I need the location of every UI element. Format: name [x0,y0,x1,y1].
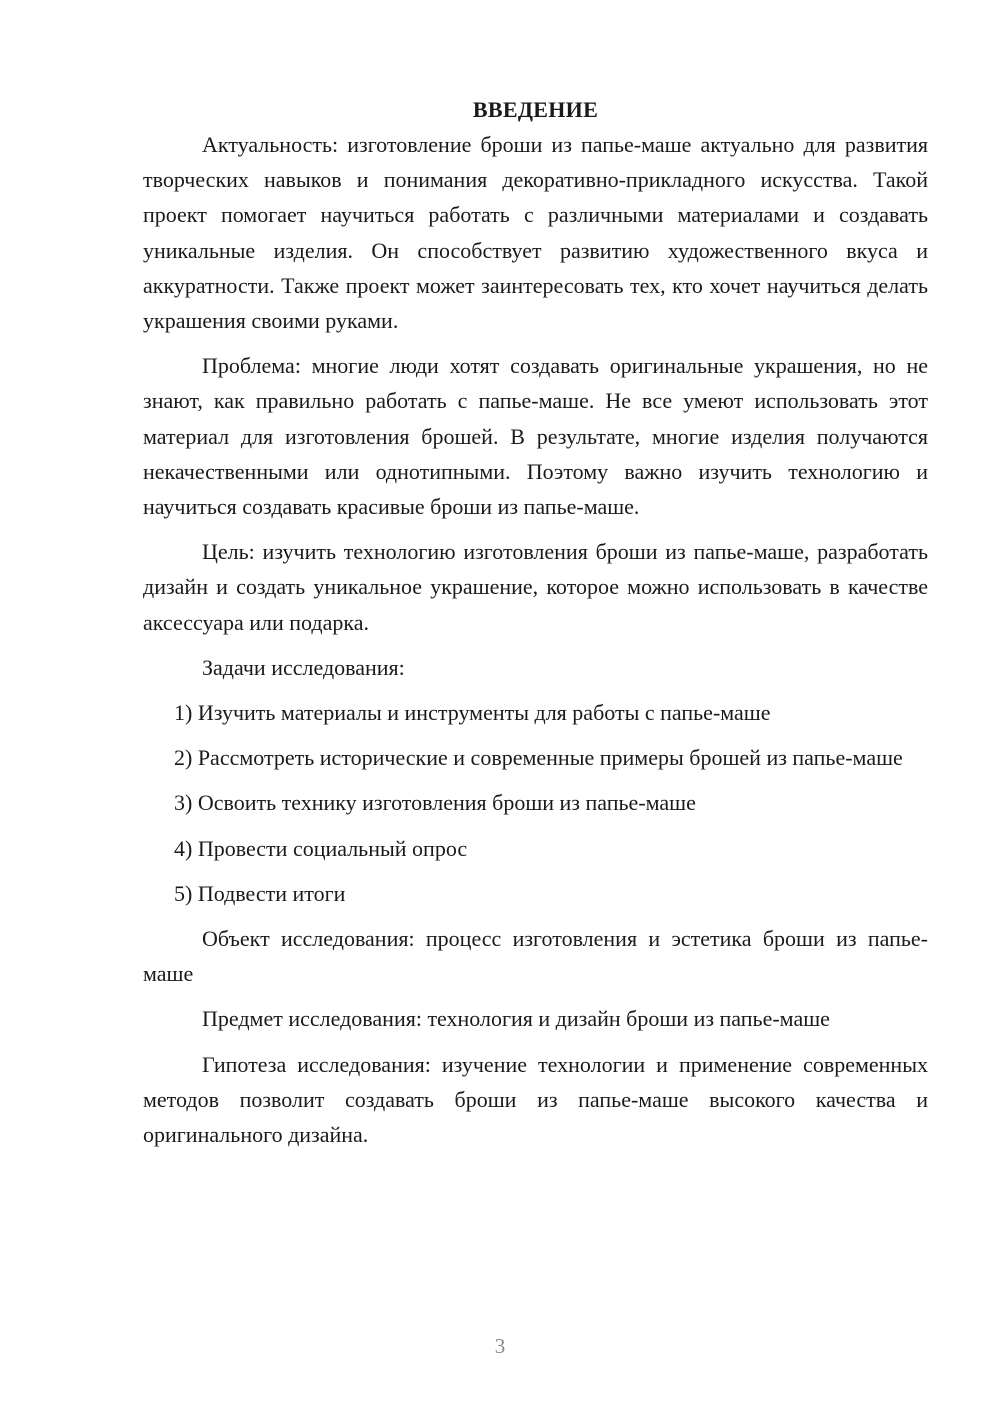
paragraph-goal: Цель: изучить технологию изготовления броши из папье-маше, разработать дизайн и создать уникальное украшение, которое можно использовать в качестве аксессуара или подарка. [143,539,928,635]
task-item-1: 1) Изучить материалы и инструменты для работы с папье-маше [174,700,771,726]
paragraph-problem: Проблема: многие люди хотят создавать оригинальные украшения, но не знают, как правильно работать с папье-маше. Не все умеют использовать этот материал для изготовления брошей. В результате, многие изделия получаются некачественными или однотипными. Поэтому важно изучить технологию и научиться создавать красивые броши из папье-маше. [143,353,928,520]
paragraph-object: Объект исследования: процесс изготовления и эстетика броши из папье-маше [143,926,928,987]
paragraph-subject: Предмет исследования: технология и дизайн броши из папье-маше [202,1006,830,1032]
task-item-2: 2) Рассмотреть исторические и современные примеры брошей из папье-маше [174,745,903,771]
task-item-3: 3) Освоить технику изготовления броши из папье-маше [174,790,696,816]
task-item-5: 5) Подвести итоги [174,880,346,906]
paragraph-hypothesis: Гипотеза исследования: изучение технологии и применение современных методов позволит создавать броши из папье-маше высокого качества и оригинального дизайна. [143,1051,928,1148]
section-heading: ВВЕДЕНИЕ [472,97,599,122]
paragraph-relevance: Актуальность: изготовление броши из папье-маше актуально для развития творческих навыков и понимания декоративно-прикладного искусства. Такой проект помогает научиться работать с различными материалами и создавать уникальные изделия. Он способствует развитию художественного вкуса и аккуратности. Также проект может заинтересовать тех, кто хочет научиться делать украшения своими руками. [143,132,928,334]
paragraph-tasks-title: Задачи исследования: [202,654,405,680]
document-page [143,92,928,1162]
task-item-4: 4) Провести социальный опрос [174,835,468,861]
page-number: 3 [494,1334,506,1358]
